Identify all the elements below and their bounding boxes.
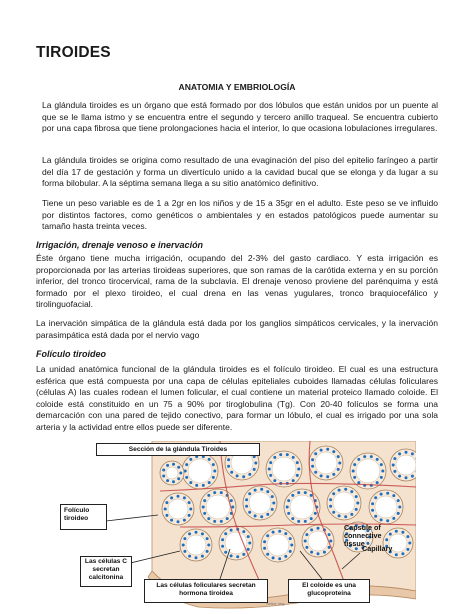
cell-nucleus: [206, 537, 209, 540]
cell-nucleus: [411, 452, 414, 455]
follicle: [261, 528, 295, 562]
cell-nucleus: [329, 540, 332, 543]
cell-nucleus: [263, 547, 266, 550]
cell-nucleus: [297, 468, 300, 471]
cell-nucleus: [338, 462, 341, 465]
cell-nucleus: [311, 458, 314, 461]
cell-nucleus: [357, 481, 360, 484]
cell-nucleus: [273, 479, 276, 482]
follicle: [182, 453, 218, 489]
paragraph-innervation: La inervación simpática de la glándula está dada por los ganglios simpáticos cervicales, y la inervación parasimpática está dada por el nervio vago: [36, 318, 438, 340]
cell-nucleus: [195, 531, 198, 534]
cell-nucleus: [213, 491, 216, 494]
cell-nucleus: [253, 468, 256, 471]
cell-nucleus: [411, 475, 414, 478]
follicle: [160, 461, 184, 485]
cell-nucleus: [172, 463, 175, 466]
cell-nucleus: [287, 499, 290, 502]
cell-nucleus: [397, 512, 400, 515]
follicle: [369, 490, 403, 524]
cell-nucleus: [248, 473, 251, 476]
cell-nucleus: [289, 550, 292, 553]
follicle: [284, 489, 320, 525]
cell-nucleus: [314, 512, 317, 515]
cell-nucleus: [371, 502, 374, 505]
cell-nucleus: [287, 512, 290, 515]
cell-nucleus: [291, 494, 294, 497]
cell-nucleus: [398, 452, 401, 455]
cell-nucleus: [248, 511, 251, 514]
cell-nucleus: [269, 461, 272, 464]
cell-nucleus: [207, 544, 210, 547]
cell-nucleus: [355, 495, 358, 498]
cell-nucleus: [363, 455, 366, 458]
cell-nucleus: [254, 514, 257, 517]
cell-nucleus: [202, 506, 205, 509]
cell-nucleus: [188, 514, 191, 517]
label-section: Sección de la glándula Tiroides: [96, 443, 260, 456]
cell-nucleus: [247, 535, 250, 538]
cell-nucleus: [326, 475, 329, 478]
follicle: [350, 453, 386, 489]
cell-nucleus: [271, 508, 274, 511]
cell-nucleus: [260, 488, 263, 491]
cell-nucleus: [291, 517, 294, 520]
thyroid-section-figure: [60, 441, 416, 611]
cell-nucleus: [310, 517, 313, 520]
cell-nucleus: [380, 493, 383, 496]
follicle-lumen-colloid: [333, 492, 355, 514]
cell-nucleus: [292, 479, 295, 482]
cell-nucleus: [236, 474, 239, 477]
cell-nucleus: [227, 458, 230, 461]
cell-nucleus: [230, 471, 233, 474]
cell-nucleus: [254, 489, 257, 492]
cell-nucleus: [332, 473, 335, 476]
cell-nucleus: [162, 469, 165, 472]
cell-nucleus: [357, 458, 360, 461]
follicle-lumen-colloid: [186, 535, 206, 555]
cell-nucleus: [203, 512, 206, 515]
cell-nucleus: [374, 496, 377, 499]
subhead-follicle: Folículo tiroideo: [36, 349, 106, 359]
cell-nucleus: [170, 496, 173, 499]
cell-nucleus: [355, 508, 358, 511]
cell-nucleus: [314, 471, 317, 474]
cell-nucleus: [188, 501, 191, 504]
cell-nucleus: [406, 535, 409, 538]
cell-nucleus: [170, 519, 173, 522]
follicle: [266, 451, 302, 487]
cell-nucleus: [305, 533, 308, 536]
cell-nucleus: [185, 463, 188, 466]
cell-nucleus: [179, 472, 182, 475]
cell-nucleus: [212, 476, 215, 479]
cell-nucleus: [329, 505, 332, 508]
cell-nucleus: [278, 530, 281, 533]
cell-nucleus: [317, 552, 320, 555]
cell-nucleus: [245, 498, 248, 501]
section-title: ANATOMIA Y EMBRIOLOGÍA: [178, 82, 296, 92]
cell-nucleus: [381, 470, 384, 473]
cell-nucleus: [177, 495, 180, 498]
cell-nucleus: [279, 453, 282, 456]
follicle: [302, 525, 334, 557]
label-colloid: El coloide es una glucoproteína: [288, 579, 370, 603]
cell-nucleus: [266, 553, 269, 556]
cell-nucleus: [344, 488, 347, 491]
paragraph-follicle: La unidad anatómica funcional de la glándula tiroides es el folículo tiroideo. El cual es una estructura esférica que está compuesta por una capa de células epiteliales cuboides llamadas células foliculares (células A) las cuales rodean el lumen folicular, el cual contiene un material proteico llamado coloide. El coloide está constituido en un 75 a 90% por tiroglobulina (Tg). Con 20-40 folículos se forma una demarcación con una pared de tejido conectivo, para formar un lóbulo, el cual es irrigado por una sola arteria y la actividad entre ellos puede ser diferente.: [36, 364, 438, 432]
cell-nucleus: [189, 508, 192, 511]
cell-nucleus: [289, 537, 292, 540]
cell-nucleus: [393, 470, 396, 473]
follicle-lumen-colloid: [315, 452, 337, 474]
cell-nucleus: [268, 468, 271, 471]
cell-nucleus: [278, 557, 281, 560]
cell-nucleus: [329, 498, 332, 501]
cell-nucleus: [201, 532, 204, 535]
cell-nucleus: [260, 515, 263, 518]
cell-nucleus: [344, 515, 347, 518]
cell-nucleus: [374, 515, 377, 518]
cell-nucleus: [212, 463, 215, 466]
cell-nucleus: [386, 492, 389, 495]
cell-nucleus: [230, 529, 233, 532]
cell-nucleus: [326, 448, 329, 451]
cell-nucleus: [226, 517, 229, 520]
cell-nucleus: [201, 555, 204, 558]
cell-nucleus: [224, 532, 227, 535]
cell-nucleus: [292, 456, 295, 459]
cell-nucleus: [304, 540, 307, 543]
cell-nucleus: [405, 451, 408, 454]
cell-nucleus: [188, 555, 191, 558]
cell-nucleus: [206, 550, 209, 553]
cell-nucleus: [272, 502, 275, 505]
cell-nucleus: [353, 476, 356, 479]
cell-nucleus: [236, 555, 239, 558]
cell-nucleus: [296, 474, 299, 477]
cell-nucleus: [183, 537, 186, 540]
cell-nucleus: [248, 492, 251, 495]
cell-nucleus: [290, 544, 293, 547]
cell-nucleus: [195, 484, 198, 487]
cell-nucleus: [338, 489, 341, 492]
cell-nucleus: [166, 479, 169, 482]
cell-nucleus: [397, 499, 400, 502]
cell-nucleus: [207, 494, 210, 497]
cell-nucleus: [353, 463, 356, 466]
follicle-lumen-colloid: [206, 495, 230, 519]
label-follicle: Folículo tiroideo: [60, 504, 107, 530]
label-follicular-cells: Las células foliculares secretan hormona tiroidea: [144, 579, 268, 603]
cell-nucleus: [208, 458, 211, 461]
follicle-lumen-colloid: [272, 457, 296, 481]
cell-nucleus: [297, 520, 300, 523]
cell-nucleus: [165, 514, 168, 517]
cell-nucleus: [337, 468, 340, 471]
cell-nucleus: [185, 476, 188, 479]
cell-nucleus: [352, 470, 355, 473]
cell-nucleus: [380, 476, 383, 479]
cell-nucleus: [177, 520, 180, 523]
follicle-lumen-colloid: [166, 467, 178, 479]
cell-nucleus: [230, 499, 233, 502]
cell-nucleus: [328, 533, 331, 536]
cell-nucleus: [314, 452, 317, 455]
cell-nucleus: [242, 553, 245, 556]
cell-nucleus: [273, 456, 276, 459]
cell-nucleus: [320, 449, 323, 452]
cell-nucleus: [311, 465, 314, 468]
cell-nucleus: [242, 530, 245, 533]
follicle-lumen-colloid: [290, 495, 314, 519]
label-c-cells: Las células C secretan calcitonina: [80, 556, 132, 587]
cell-nucleus: [183, 519, 186, 522]
cell-nucleus: [195, 556, 198, 559]
cell-nucleus: [177, 477, 180, 480]
follicle: [180, 529, 212, 561]
cell-nucleus: [304, 520, 307, 523]
cell-nucleus: [166, 464, 169, 467]
cell-nucleus: [310, 551, 313, 554]
cell-nucleus: [296, 461, 299, 464]
cell-nucleus: [286, 453, 289, 456]
cell-nucleus: [323, 551, 326, 554]
cell-nucleus: [392, 494, 395, 497]
cell-nucleus: [220, 520, 223, 523]
cell-nucleus: [172, 480, 175, 483]
cell-nucleus: [272, 556, 275, 559]
cell-nucleus: [207, 517, 210, 520]
cell-nucleus: [263, 540, 266, 543]
cell-nucleus: [242, 475, 245, 478]
cell-nucleus: [392, 517, 395, 520]
cell-nucleus: [398, 475, 401, 478]
cell-nucleus: [305, 546, 308, 549]
cell-nucleus: [266, 513, 269, 516]
cell-nucleus: [405, 476, 408, 479]
cell-nucleus: [395, 553, 398, 556]
follicle: [327, 486, 361, 520]
cell-nucleus: [304, 491, 307, 494]
cell-nucleus: [332, 492, 335, 495]
cell-nucleus: [286, 506, 289, 509]
label-capsule: Capsule of connective tissue: [344, 523, 382, 549]
cell-nucleus: [208, 481, 211, 484]
cell-nucleus: [284, 555, 287, 558]
cell-nucleus: [266, 490, 269, 493]
cell-nucleus: [284, 532, 287, 535]
follicle-lumen-colloid: [168, 499, 188, 519]
cell-nucleus: [227, 465, 230, 468]
cell-nucleus: [266, 534, 269, 537]
cell-nucleus: [386, 519, 389, 522]
cell-nucleus: [203, 499, 206, 502]
cell-nucleus: [245, 505, 248, 508]
cell-nucleus: [393, 457, 396, 460]
cell-nucleus: [202, 484, 205, 487]
cell-nucleus: [376, 481, 379, 484]
cell-nucleus: [317, 527, 320, 530]
cell-nucleus: [398, 506, 401, 509]
cell-nucleus: [231, 506, 234, 509]
cell-nucleus: [271, 495, 274, 498]
cell-nucleus: [213, 520, 216, 523]
cell-nucleus: [272, 531, 275, 534]
cell-nucleus: [247, 548, 250, 551]
cell-nucleus: [183, 496, 186, 499]
follicle: [162, 493, 194, 525]
follicle-lumen-colloid: [267, 534, 289, 556]
cell-nucleus: [224, 551, 227, 554]
paragraph-embryology: La glándula tiroides se origina como resultado de una evaginación del piso del epitelio faríngeo a partir del día 17 de gestación y forma un divertículo unido a la cavidad bucal que se elonga y da lugar a su forma bilobular. A la séptima semana llega a su sitio anatómico definitivo.: [42, 155, 438, 188]
cell-nucleus: [164, 508, 167, 511]
follicle-lumen-colloid: [308, 531, 328, 551]
cell-nucleus: [380, 518, 383, 521]
follicle-lumen-colloid: [396, 455, 416, 475]
cell-nucleus: [254, 462, 257, 465]
cell-nucleus: [188, 532, 191, 535]
cell-nucleus: [220, 491, 223, 494]
cell-nucleus: [230, 554, 233, 557]
cell-nucleus: [392, 464, 395, 467]
follicle-lumen-colloid: [188, 459, 212, 483]
cell-nucleus: [213, 470, 216, 473]
paragraph-anatomy: La glándula tiroides es un órgano que está formado por dos lóbulos que están unidos por un puente al que se le llama istmo y se encuentra entre el segundo y tercero anillo traqueal. Se encuentra cubierto por una capa fibrosa que tiene prolongaciones hacia el interior, lo que ocasiona lobulaciones irregulares.: [42, 100, 438, 133]
cell-nucleus: [376, 458, 379, 461]
label-capillary: Capillary: [362, 544, 393, 553]
cell-nucleus: [183, 550, 186, 553]
cell-nucleus: [162, 475, 165, 478]
subhead-irrigation: Irrigación, drenaje venoso e inervación: [36, 240, 204, 250]
follicle-lumen-colloid: [375, 496, 397, 518]
cell-nucleus: [356, 502, 359, 505]
document-title: TIROIDES: [36, 44, 111, 61]
cell-nucleus: [165, 501, 168, 504]
paragraph-weight: Tiene un peso variable es de 1 a 2gr en los niños y de 15 a 35gr en el adulto. Este peso se ve influido por distintos factores, como genéticos o ambientales y en estados patológicos puede aumentar su tamaño hasta treinta veces.: [42, 198, 438, 231]
cell-nucleus: [221, 538, 224, 541]
follicle: [243, 486, 277, 520]
cell-nucleus: [189, 481, 192, 484]
image-credit: Netter img: [266, 601, 285, 606]
cell-nucleus: [332, 450, 335, 453]
cell-nucleus: [221, 545, 224, 548]
follicle-lumen-colloid: [249, 492, 271, 514]
cell-nucleus: [350, 513, 353, 516]
follicle: [309, 446, 343, 480]
cell-nucleus: [297, 491, 300, 494]
cell-nucleus: [189, 458, 192, 461]
cell-nucleus: [182, 544, 185, 547]
cell-nucleus: [370, 455, 373, 458]
cell-nucleus: [408, 542, 411, 545]
cell-nucleus: [177, 466, 180, 469]
cell-nucleus: [337, 455, 340, 458]
follicle-lumen-colloid: [356, 459, 380, 483]
cell-nucleus: [248, 542, 251, 545]
cell-nucleus: [320, 474, 323, 477]
cell-nucleus: [338, 514, 341, 517]
cell-nucleus: [332, 511, 335, 514]
cell-nucleus: [310, 528, 313, 531]
cell-nucleus: [269, 474, 272, 477]
cell-nucleus: [350, 490, 353, 493]
cell-nucleus: [380, 463, 383, 466]
paragraph-irrigation: Éste órgano tiene mucha irrigación, ocupando del 2-3% del gasto cardiaco. Y esta irrigación es proporcionada por las arterias tiroideas superiores, que son ramas de la carótida externa y en su porción inferior, del tronco tirocervical, rama de la subclavia. El drenaje venoso proviene del parénquima y está formado por el plexo tiroideo, el cual drena en las venas yugulares, tronco braquiocefálico y tirolinguofacial.: [36, 253, 438, 309]
cell-nucleus: [371, 509, 374, 512]
